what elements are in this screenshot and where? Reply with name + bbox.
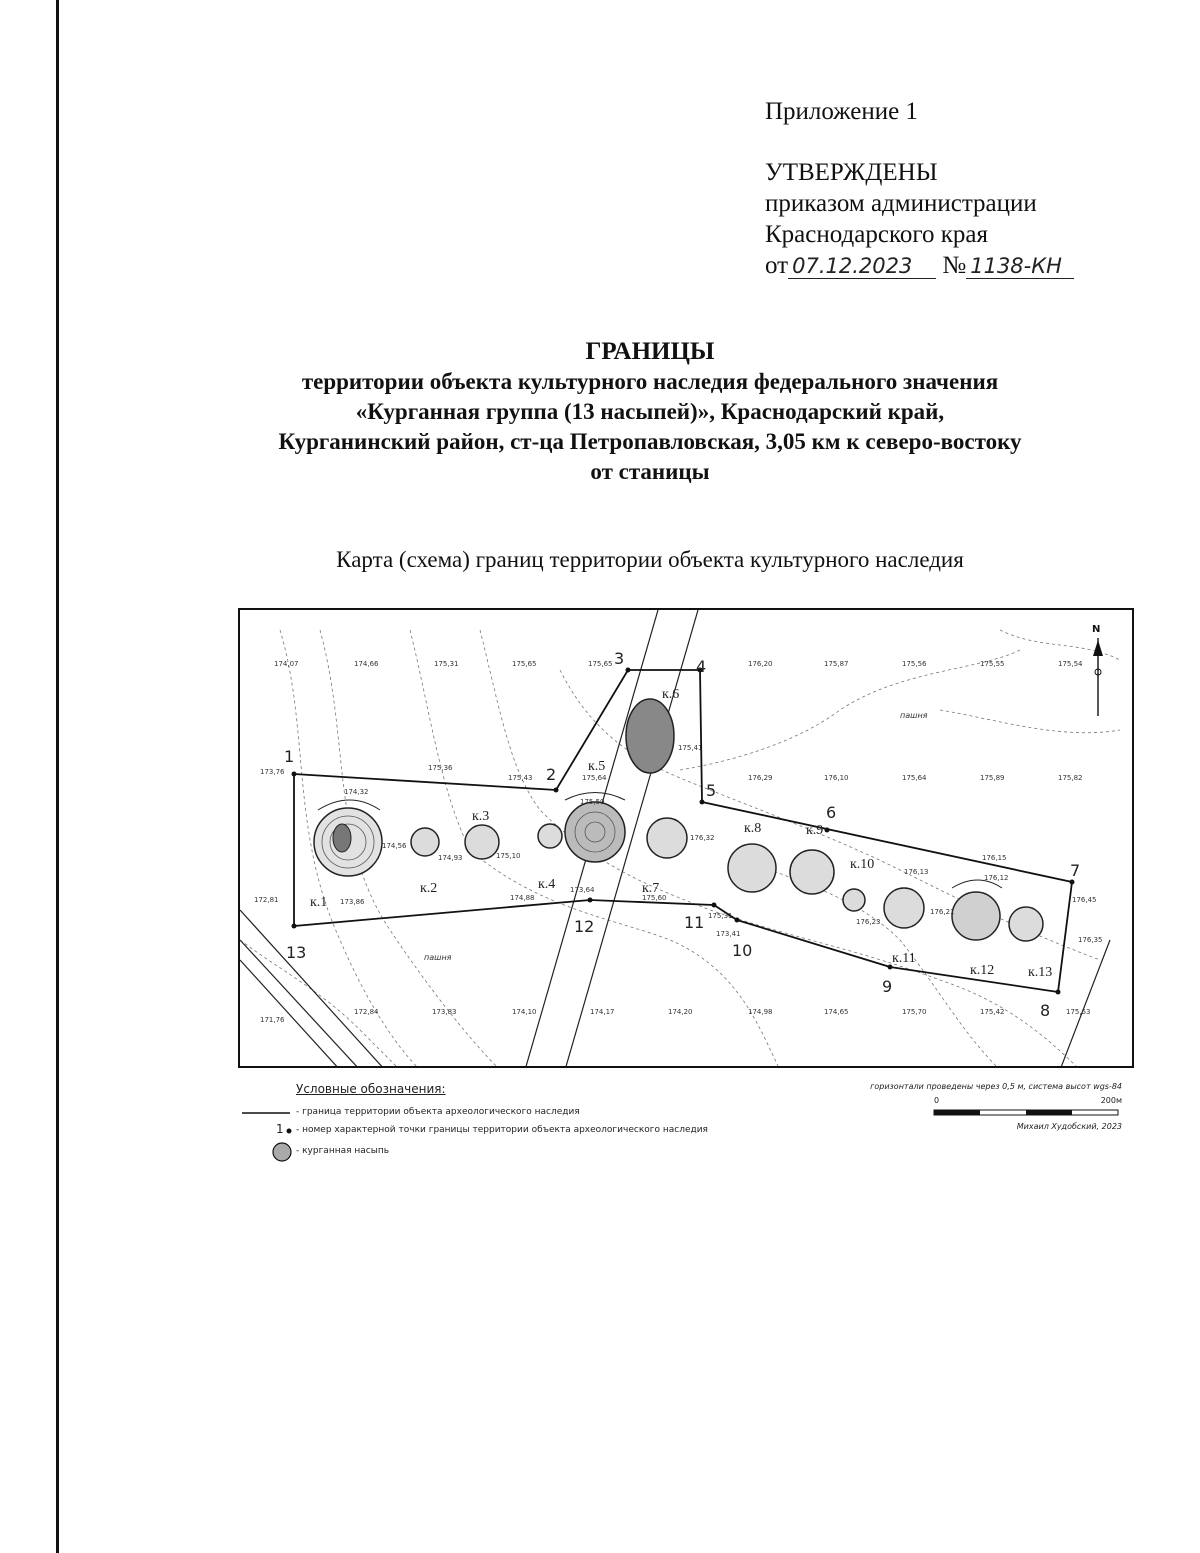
svg-text:176,21: 176,21 [930,908,955,916]
north-arrow-icon [1092,624,1103,716]
svg-text:174,56: 174,56 [382,842,407,850]
date-prefix: от [765,252,789,279]
title-line-2: «Курганная группа (13 насыпей)», Краснодарский край, [355,399,945,424]
mound-1 [314,800,382,876]
point-label-3: 3 [614,649,625,668]
svg-text:174,32: 174,32 [344,788,369,796]
svg-text:176,32: 176,32 [690,834,715,842]
mounds [314,699,1043,941]
scan-edge-line [56,0,59,1553]
map-author: Михаил Худобский, 2023 [1016,1122,1122,1131]
map-caption: Карта (схема) границ территории объекта культурного наследия [336,547,964,572]
svg-text:174,93: 174,93 [438,854,463,862]
point-label-1: 1 [284,747,295,766]
point-dot-icon [284,1122,296,1138]
legend-point-text: - номер характерной точки границы территории объекта археологического наследия [296,1125,708,1135]
mound-10 [843,889,865,911]
svg-text:176,15: 176,15 [982,854,1007,862]
svg-text:175,10: 175,10 [496,852,521,860]
legend-row-point [240,1122,940,1138]
point-label-6: 6 [826,803,837,822]
mound-label-8: к.8 [744,821,762,836]
north-label: N [1092,624,1101,635]
svg-text:175,50: 175,50 [580,798,605,806]
svg-text:175,64: 175,64 [582,774,607,782]
svg-text:172,81: 172,81 [254,896,279,904]
point-label-9: 9 [882,977,893,996]
svg-text:175,53: 175,53 [1066,1008,1091,1016]
mound-13 [1009,907,1043,941]
number-prefix: № [942,252,967,279]
document-title [150,337,1150,487]
point-label-10: 10 [732,941,753,960]
field-label-north: пашня [900,711,928,720]
scale-max: 200м [1100,1096,1122,1105]
map-svg [240,610,1134,1068]
svg-text:175,31: 175,31 [434,660,459,668]
mound-6 [626,699,674,773]
mound-label-2: к.2 [420,881,438,896]
boundary-map [238,608,1134,1068]
svg-text:176,10: 176,10 [824,774,849,782]
svg-text:175,56: 175,56 [902,660,927,668]
point-marker-label: 1 [276,1122,284,1136]
svg-text:175,54: 175,54 [1058,660,1083,668]
svg-text:176,23: 176,23 [856,918,881,926]
svg-text:175,43: 175,43 [508,774,533,782]
svg-text:173,41: 173,41 [716,930,741,938]
svg-text:173,83: 173,83 [432,1008,457,1016]
region-line: Краснодарского края [765,221,988,248]
svg-text:175,64: 175,64 [902,774,927,782]
mound-9 [790,850,834,894]
svg-text:176,12: 176,12 [984,874,1009,882]
legend-title: Условные обозначения: [296,1082,446,1096]
legend-row-mound [240,1140,940,1162]
svg-text:174,98: 174,98 [748,1008,773,1016]
point-label-2: 2 [546,765,557,784]
mound-label-7: к.7 [642,881,660,896]
appendix-label: Приложение 1 [765,98,918,125]
svg-text:174,66: 174,66 [354,660,379,668]
svg-text:174,07: 174,07 [274,660,299,668]
mound-label-9: к.9 [806,823,824,838]
svg-text:174,65: 174,65 [824,1008,849,1016]
contour-note: горизонтали проведены через 0,5 м, система высот wgs-84 [870,1082,1122,1091]
legend-row-boundary [240,1104,940,1120]
order-line: приказом администрации [765,190,1037,217]
svg-text:175,89: 175,89 [980,774,1005,782]
approval-block [765,96,1074,281]
mound-8 [728,844,776,892]
point-label-11: 11 [684,913,705,932]
mound-label-10: к.10 [850,857,875,872]
svg-text:173,76: 173,76 [260,768,285,776]
svg-text:175,60: 175,60 [642,894,667,902]
svg-text:171,76: 171,76 [260,1016,285,1024]
handwritten-date: 07.12.2023 [788,254,936,279]
field-label-south: пашня [424,953,452,962]
point-label-13: 13 [286,943,307,962]
svg-text:176,45: 176,45 [1072,896,1097,904]
mound-3 [465,825,499,859]
legend-boundary-text: - граница территории объекта археологического наследия [296,1107,580,1117]
mound-label-6: к.6 [662,687,680,702]
svg-text:175,41: 175,41 [678,744,703,752]
svg-text:176,35: 176,35 [1078,936,1103,944]
legend-mound-text: - курганная насыпь [296,1146,390,1156]
svg-text:174,88: 174,88 [510,894,535,902]
mound-label-12: к.12 [970,963,995,978]
svg-text:175,70: 175,70 [902,1008,927,1016]
point-label-4: 4 [696,657,707,676]
svg-text:172,84: 172,84 [354,1008,379,1016]
svg-text:175,42: 175,42 [980,1008,1005,1016]
svg-text:174,10: 174,10 [512,1008,537,1016]
svg-text:175,31: 175,31 [708,912,733,920]
mound-label-4: к.4 [538,877,556,892]
handwritten-number: 1138-КН [966,254,1074,279]
scale-bar [932,1108,1122,1118]
mound-label-11: к.11 [892,951,916,966]
mound-label-5: к.5 [588,759,606,774]
mound-12 [952,880,1002,940]
svg-text:175,65: 175,65 [512,660,537,668]
point-label-7: 7 [1070,861,1081,880]
point-label-5: 5 [706,781,717,800]
svg-text:176,20: 176,20 [748,660,773,668]
point-label-8: 8 [1040,1001,1051,1020]
svg-text:175,55: 175,55 [980,660,1005,668]
boundary-line-icon [240,1104,292,1120]
svg-text:173,64: 173,64 [570,886,595,894]
mound-2 [411,828,439,856]
title-line-4: от станицы [590,459,710,484]
title-line-3: Курганинский район, ст-ца Петропавловская, 3,05 км к северо-востоку [278,429,1022,454]
svg-text:175,82: 175,82 [1058,774,1083,782]
approved-label: УТВЕРЖДЕНЫ [765,159,938,186]
date-number-line [765,250,1074,281]
scale-zero: 0 [934,1096,940,1105]
svg-text:175,87: 175,87 [824,660,849,668]
mound-label-3: к.3 [472,809,490,824]
title-main: ГРАНИЦЫ [585,338,715,365]
mound-4 [538,824,562,848]
svg-text:174,17: 174,17 [590,1008,615,1016]
scale-block [862,1080,1122,1140]
title-line-1: территории объекта культурного наследия федерального значения [301,369,999,394]
svg-text:176,29: 176,29 [748,774,773,782]
svg-text:173,86: 173,86 [340,898,365,906]
mound-7 [647,818,687,858]
mound-11 [884,888,924,928]
mound-label-13: к.13 [1028,965,1053,980]
svg-text:175,65: 175,65 [588,660,613,668]
svg-text:174,20: 174,20 [668,1008,693,1016]
svg-text:175,36: 175,36 [428,764,453,772]
mound-label-1: к.1 [310,895,328,910]
mound-symbol-icon [270,1140,294,1164]
point-label-12: 12 [574,917,595,936]
svg-text:176,13: 176,13 [904,868,929,876]
